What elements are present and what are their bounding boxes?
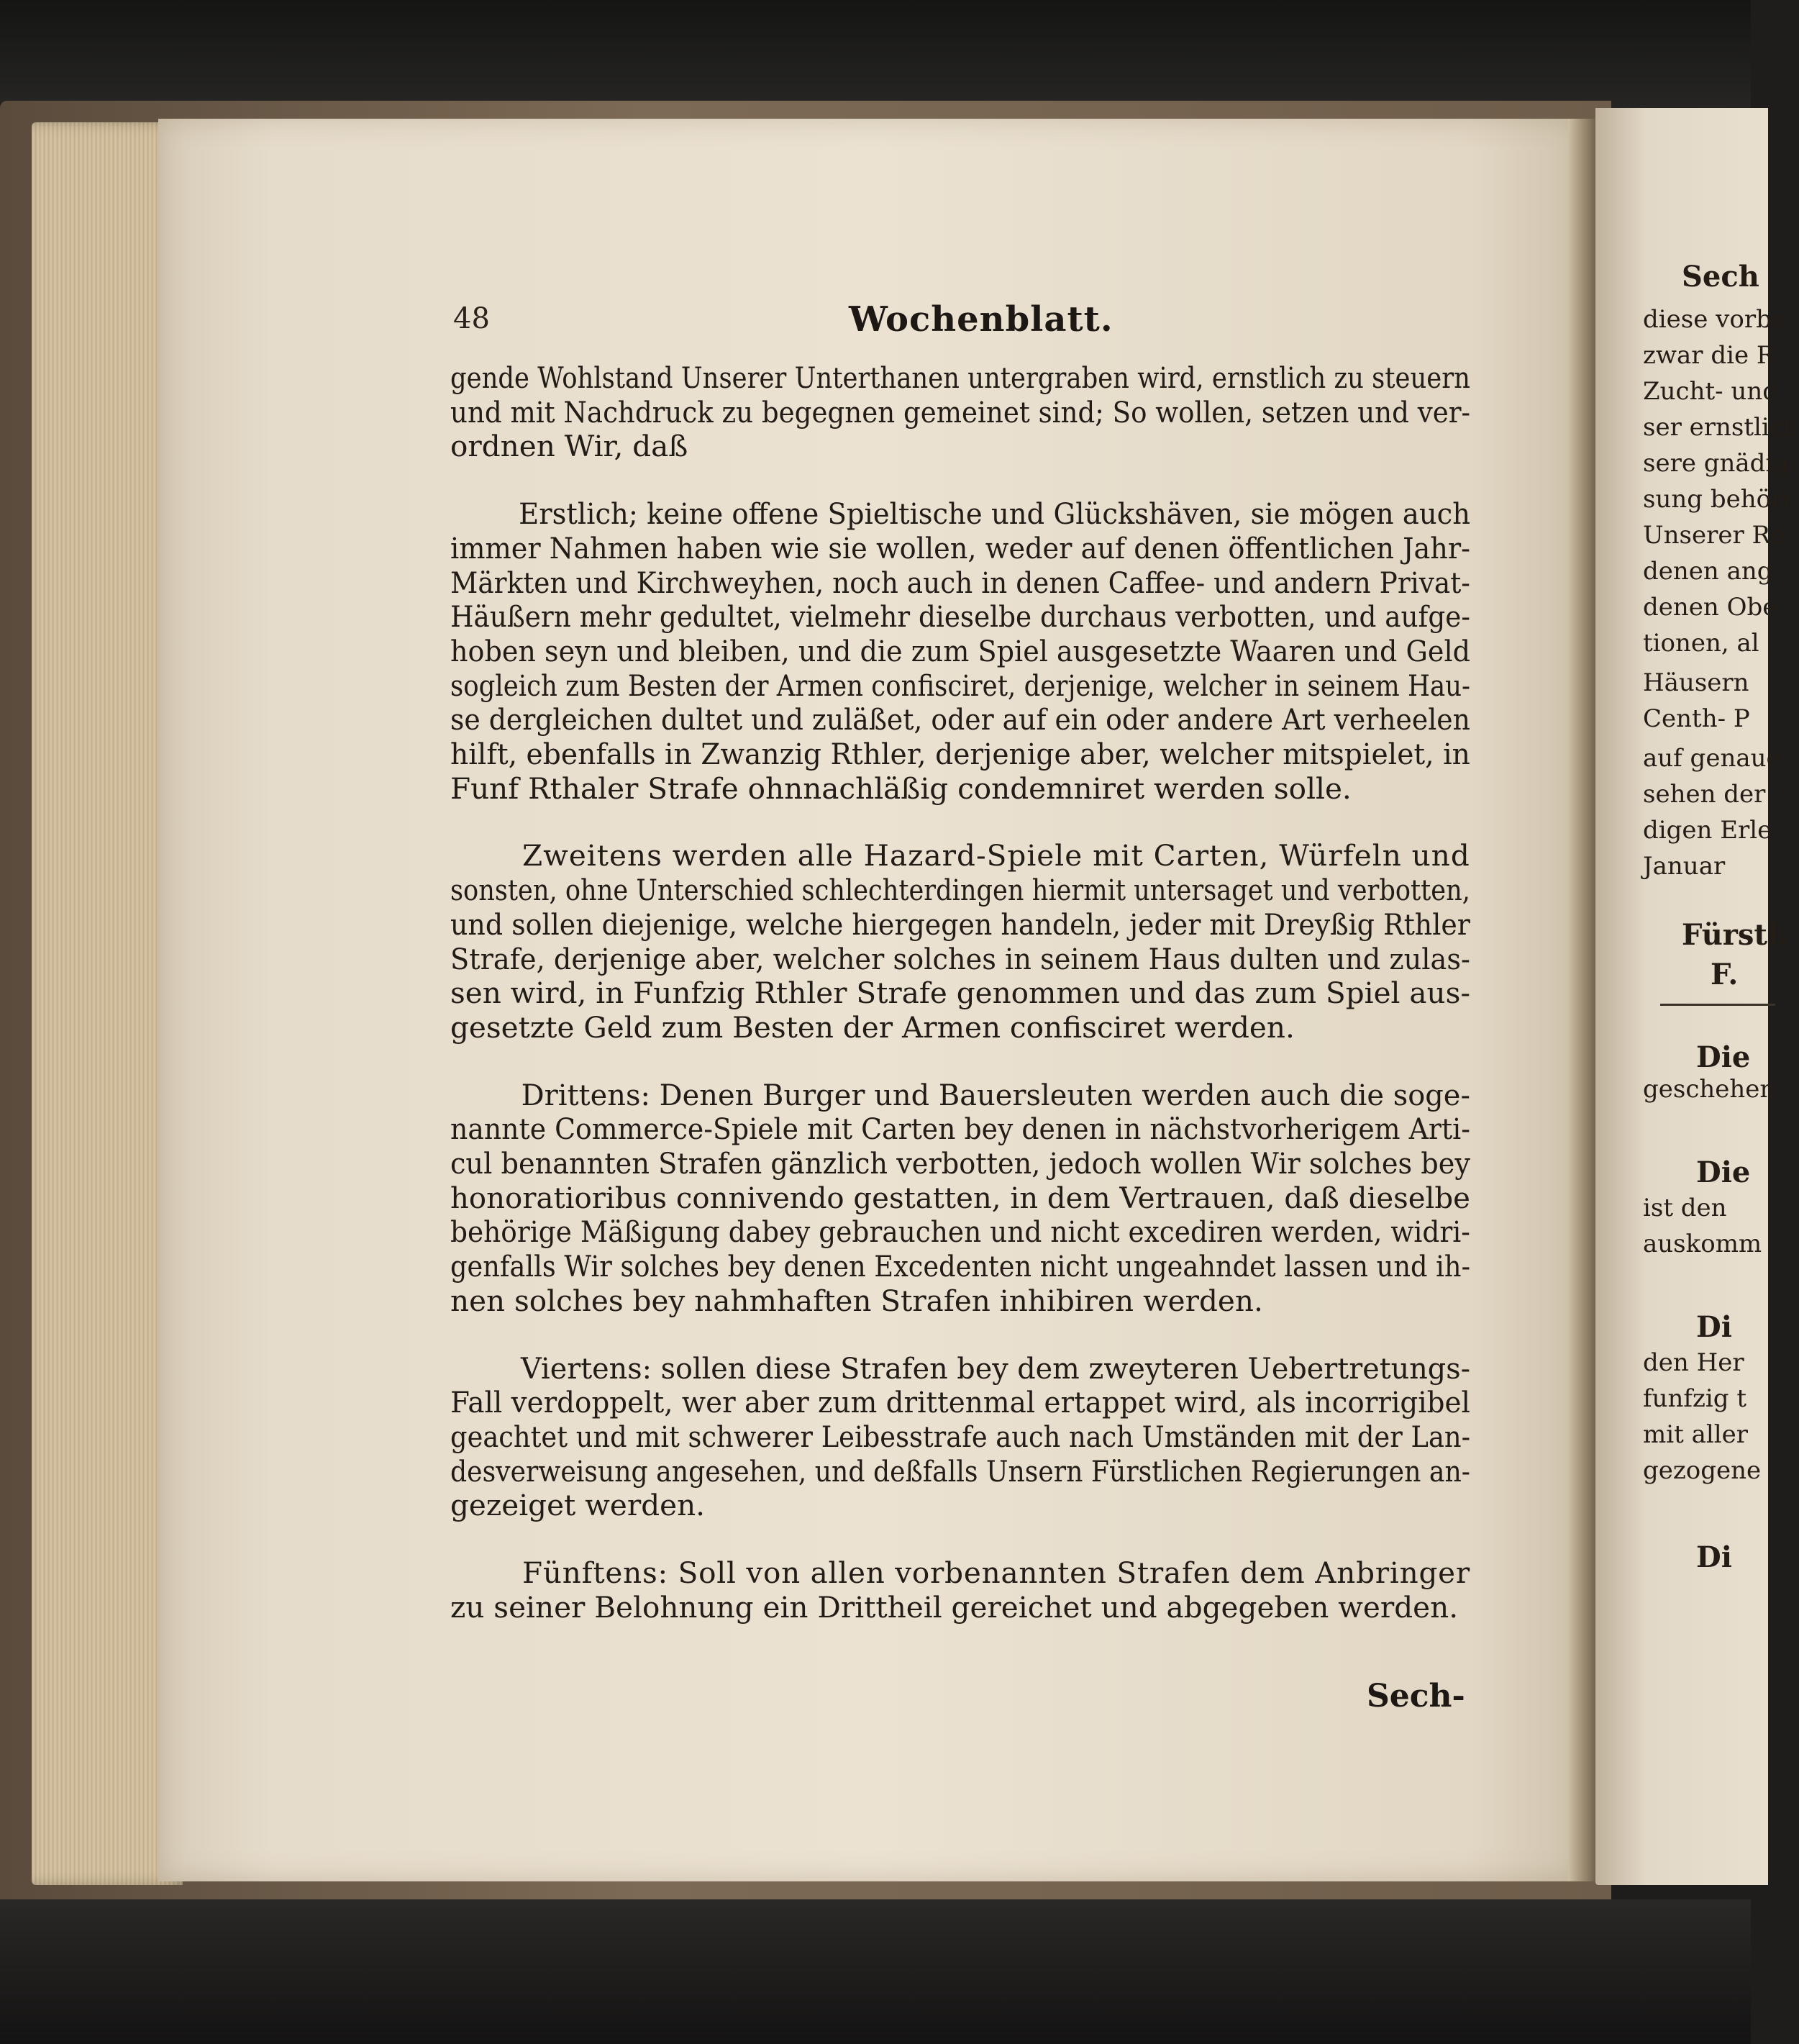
background-bottom [0,1899,1751,2044]
right-page-line: digen Erle [1643,816,1772,845]
right-page-line: Centh- P [1643,704,1750,733]
catchword: Sech- [1367,1678,1465,1714]
right-page-line: geschehen [1643,1075,1776,1104]
page-header [453,299,1475,353]
right-page-line: Die [1696,1040,1751,1074]
text-line: honoratioribus connivendo gestatten, in dem Vertrauen, daß dieselbe [450,1180,1470,1215]
right-page-line: Januar [1643,852,1726,881]
right-page-line: mit aller [1643,1420,1748,1449]
right-page-line: Zucht- und [1643,377,1778,406]
right-page-line: Di [1696,1540,1732,1574]
right-page-line: tionen, al [1643,629,1759,658]
text-line: Märkten und Kirchweyhen, noch auch in denen Caffee- und andern Privat- [450,565,1470,600]
right-page-line: ser ernstlich [1643,413,1799,442]
text-line: Funf Rthaler Strafe ohnnachläßig condemniret werden solle. [450,771,1352,806]
text-line: immer Nahmen haben wie sie wollen, weder auf denen öffentlichen Jahr- [450,530,1471,565]
text-line: Fall verdoppelt, wer aber zum drittenmal ertappet wird, als incorrigibel [450,1385,1470,1420]
text-line: sen wird, in Funfzig Rthler Strafe genommen und das zum Spiel aus- [450,976,1471,1011]
right-page-line: funfzig t [1643,1384,1746,1413]
text-line: cul benannten Strafen gänzlich verbotten, jedoch wollen Wir solches bey [450,1146,1471,1181]
text-line: Zweitens werden alle Hazard-Spiele mit Carten, Würfeln und [522,838,1470,873]
text-line: ordnen Wir, daß [450,429,688,464]
right-page-line: auskomm [1643,1230,1762,1258]
right-page-divider [1660,1004,1775,1006]
text-line: Viertens: sollen diese Strafen bey dem zweyteren Uebertretungs- [521,1350,1471,1386]
right-page-line: sere gnädig [1643,449,1790,478]
right-page-line: Fürstl. [1682,918,1788,952]
right-page-line: F. [1711,958,1739,991]
right-page-line: gezogene [1643,1456,1762,1485]
text-line: genfalls Wir solches bey denen Excedenten nicht ungeahndet lassen und ih- [450,1249,1470,1284]
right-page-line: diese vorbe [1643,305,1786,334]
right-page-text [1595,108,1799,1885]
text-line: Häußern mehr gedultet, vielmehr dieselbe durchaus verbotten, und aufge- [450,599,1470,635]
text-line: geachtet und mit schwerer Leibesstrafe auch nach Umständen mit der Lan- [450,1419,1471,1454]
text-line: zu seiner Belohnung ein Drittheil gereichet und abgegeben werden. [450,1589,1459,1625]
right-page-line: auf genaue [1643,744,1781,773]
text-line: hilft, ebenfalls in Zwanzig Rthler, derjenige aber, welcher mitspielet, in [450,737,1470,772]
text-line: nannte Commerce-Spiele mit Carten bey denen in nächstvorherigem Arti- [450,1112,1470,1147]
right-page-line: denen Obe [1643,593,1777,622]
paragraph-article [450,497,1470,806]
paragraph-article [450,1556,1470,1625]
text-line: sogleich zum Besten der Armen confisciret, derjenige, welcher in seinem Hau- [450,668,1471,703]
text-line: sonsten, ohne Unterschied schlechterdingen hiermit untersaget und verbotten, [450,873,1470,908]
right-page-line: Sech [1682,260,1759,294]
right-page-line: zwar die R [1643,341,1775,370]
text-line: Fünftens: Soll von allen vorbenannten Strafen dem Anbringer [522,1555,1471,1591]
text-line: und sollen diejenige, welche hiergegen handeln, jeder mit Dreyßig Rthler [450,907,1470,942]
right-page-line: sung behöri [1643,485,1791,514]
text-line: se dergleichen dultet und zuläßet, oder auf ein oder andere Art verheelen [450,702,1470,737]
right-page-line: ist den [1643,1194,1727,1222]
text-line: gesetzte Geld zum Besten der Armen confisciret werden. [450,1009,1295,1045]
text-line: gezeiget werden. [450,1488,706,1523]
text-line: gende Wohlstand Unserer Unterthanen untergraben wird, ernstlich zu steuern [450,360,1470,395]
text-line: hoben seyn und bleiben, und die zum Spiel ausgesetzte Waaren und Geld [450,633,1471,668]
right-page-line: denen ang [1643,557,1773,586]
page-body [450,361,1470,1658]
paragraph-article [450,1078,1470,1319]
right-page-line: Di [1696,1310,1732,1344]
text-line: behörige Mäßigung dabey gebrauchen und nicht excediren werden, widri- [450,1214,1470,1250]
running-title: Wochenblatt. [849,299,1113,340]
right-page-line: sehen der [1643,780,1766,809]
right-page-line: den Her [1643,1348,1744,1377]
right-page-line: Unserer Re [1643,521,1785,550]
paragraph-continued [450,361,1470,464]
paragraph-article [450,1352,1470,1524]
right-page-line: Die [1696,1155,1751,1189]
text-line: desverweisung angesehen, und deßfalls Unsern Fürstlichen Regierungen an- [450,1453,1471,1489]
text-line: Strafe, derjenige aber, welcher solches in seinem Haus dulten und zulas- [450,941,1470,976]
text-line: Erstlich; keine offene Spieltische und Glückshäven, sie mögen auch [519,496,1471,532]
text-line: Drittens: Denen Burger und Bauersleuten werden auch die soge- [521,1077,1470,1112]
right-page [1595,108,1799,1885]
background-top [0,0,1751,108]
paragraph-article [450,839,1470,1045]
text-line: und mit Nachdruck zu begegnen gemeinet sind; So wollen, setzen und ver- [450,394,1471,430]
right-page-line: Häusern [1643,668,1749,697]
page-number: 48 [453,302,490,335]
text-line: nen solches bey nahmhaften Strafen inhibiren werden. [450,1283,1263,1318]
